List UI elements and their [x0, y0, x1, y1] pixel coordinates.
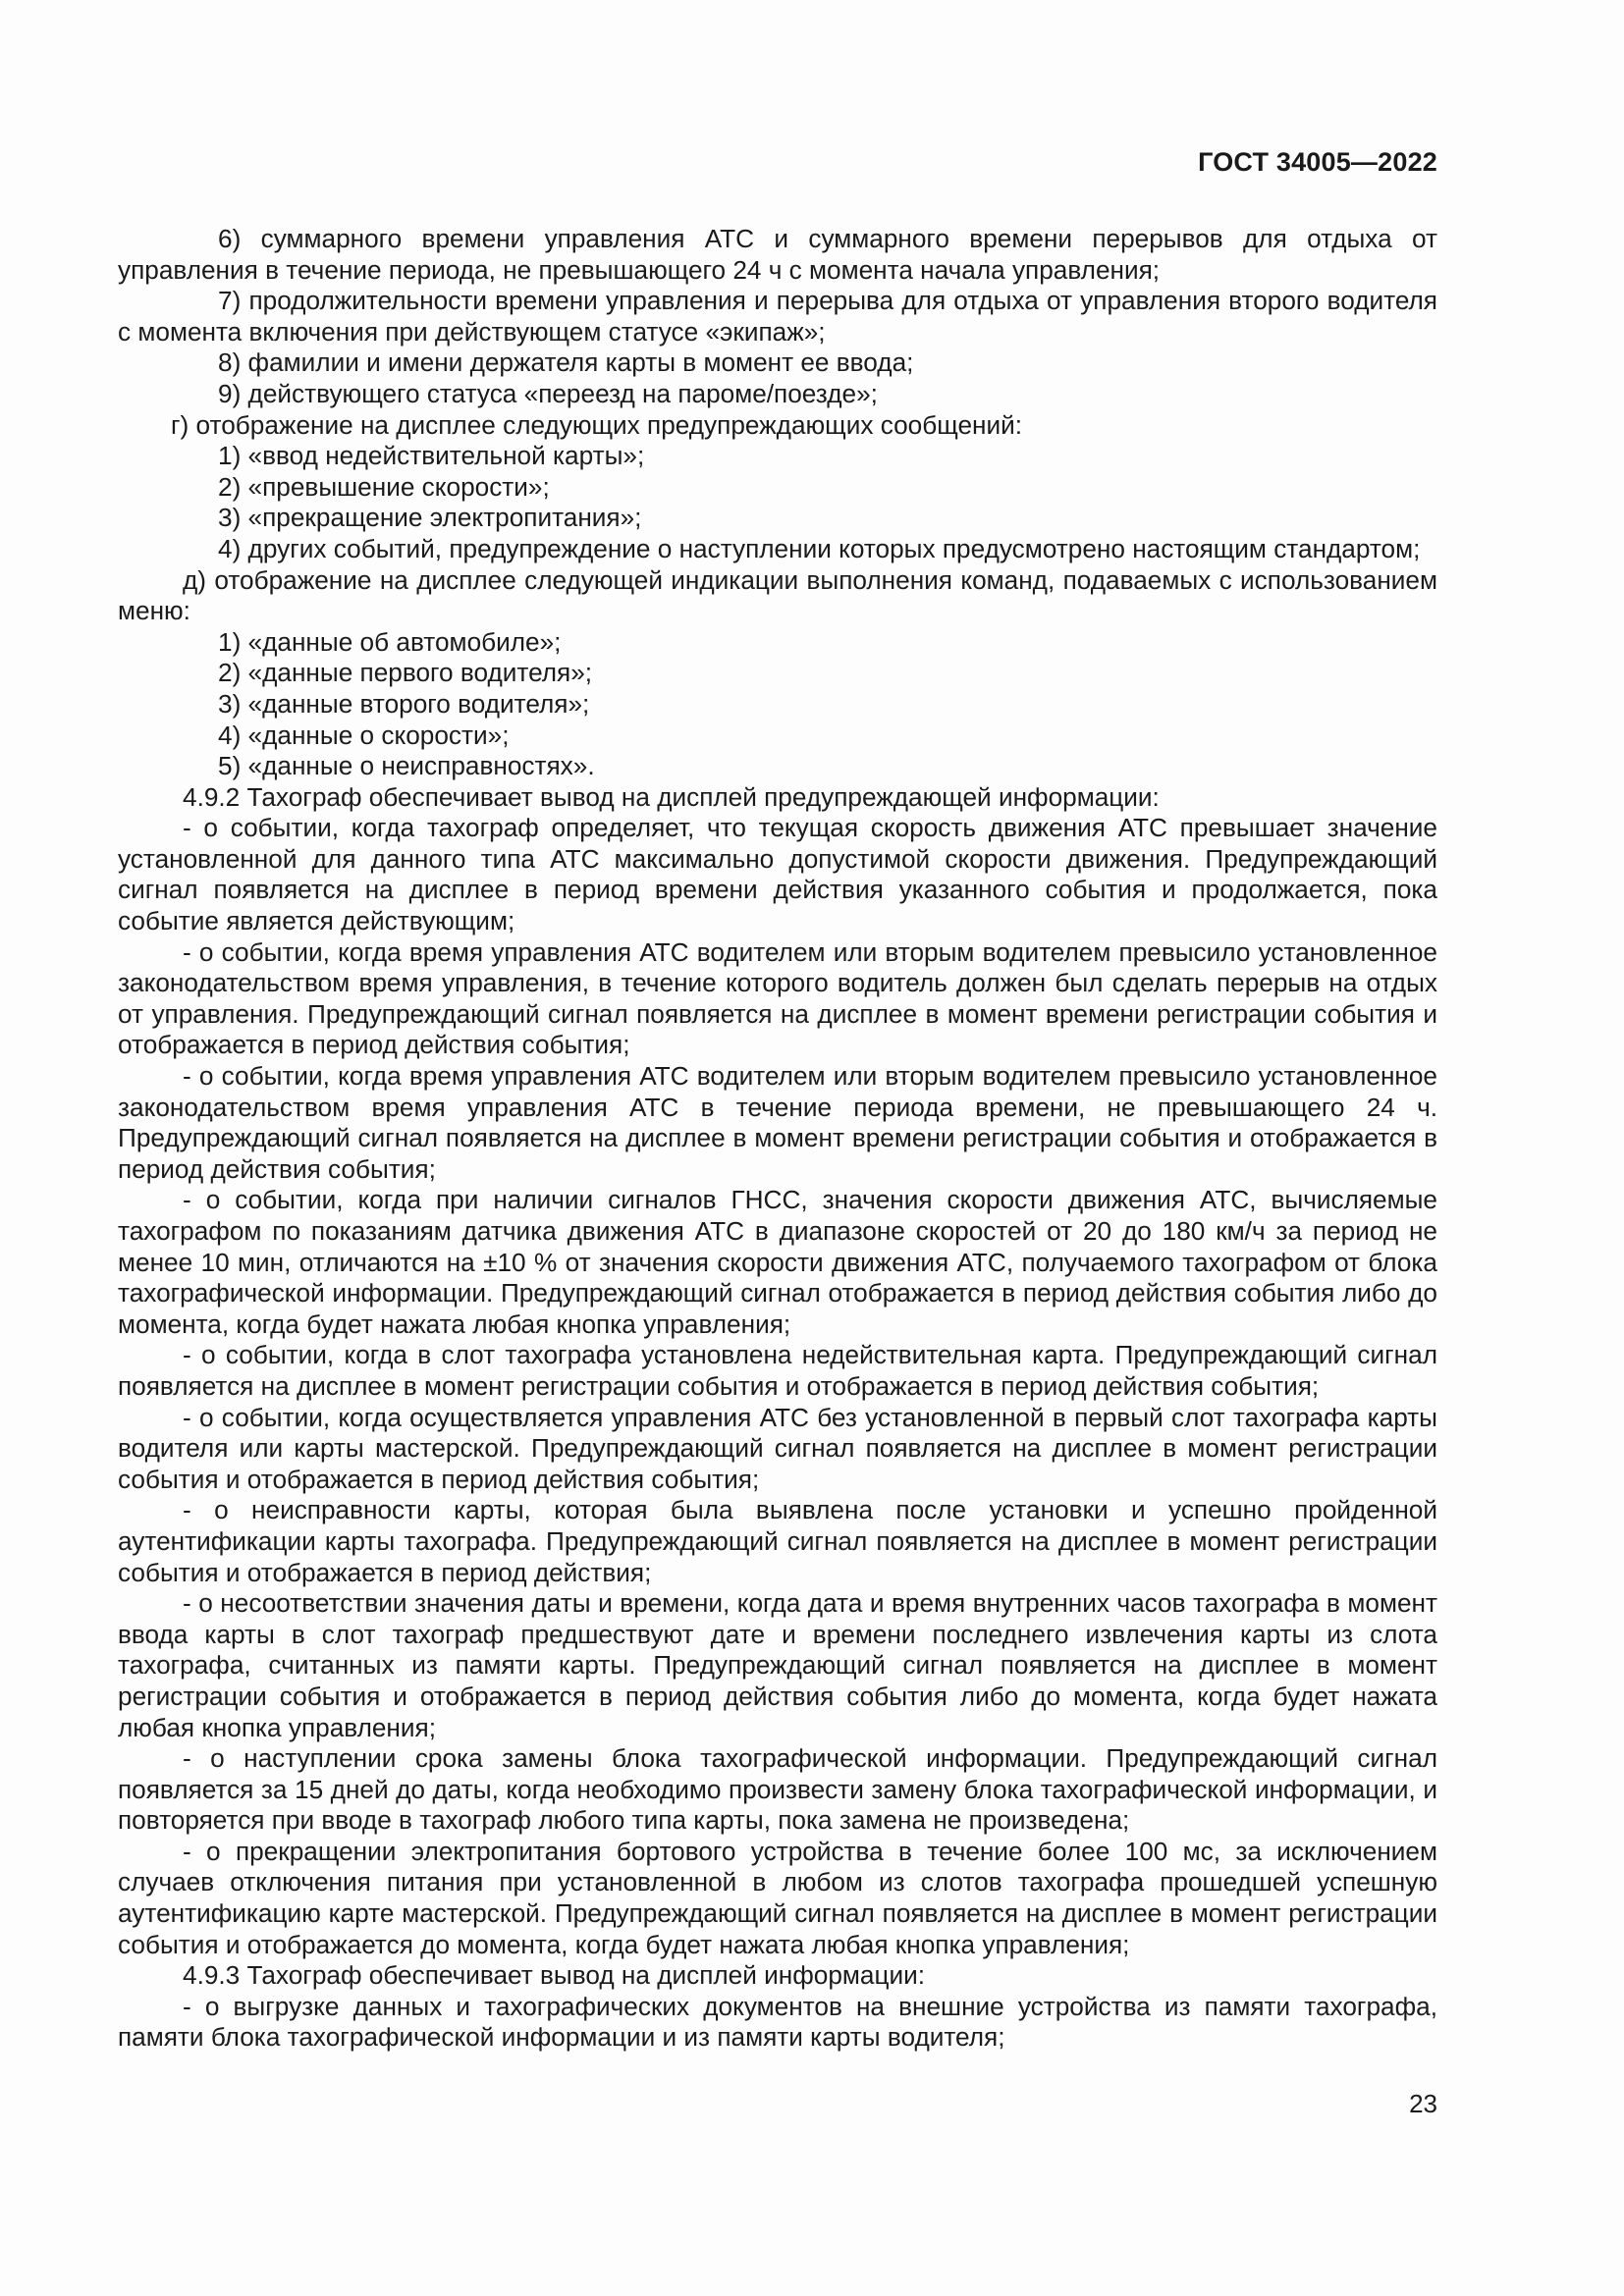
list-item-9: 9) действующего статуса «переезд на пароме/поезде»; — [218, 378, 878, 408]
paragraph-invalid-card: - о событии, когда в слот тахографа установлена недействительная карта. Предупреждающий сигнал появляется на дисплее в момент регистрации события и отображается в период действия события; — [118, 1340, 1437, 1401]
list-item-g-4: 4) других событий, предупреждение о наступлении которых предусмотрено настоящим стандартом; — [218, 533, 1421, 563]
list-item-d-1: 1) «данные об автомобиле»; — [218, 626, 562, 657]
paragraph-power-interruption: - о прекращении электропитания бортового устройства в течение более 100 мс, за исключением случаев отключения питания при установленной в любом из слотов тахографа прошедшей успешную аутентификацию карте мастерской. Предупреждающий сигнал появляется на дисплее в момент регистрации события и отображается до момента, когда будет нажата любая кнопка управления; — [118, 1836, 1437, 1959]
list-item-d-5: 5) «данные о неисправностях». — [218, 751, 595, 781]
list-item-g-3: 3) «прекращение электропитания»; — [218, 503, 642, 533]
list-item-g: г) отображение на дисплее следующих предупреждающих сообщений: — [171, 409, 1023, 440]
list-item-6: 6) суммарного времени управления АТС и суммарного времени перерывов для отдыха от управления в течение периода, не превышающего 24 ч с момента начала управления; — [118, 224, 1437, 285]
list-item-d: д) отображение на дисплее следующей индикации выполнения команд, подаваемых с использованием меню: — [118, 564, 1437, 626]
page-number: 23 — [1409, 2089, 1437, 2118]
list-item-d-3: 3) «данные второго водителя»; — [218, 688, 590, 719]
section-4-9-2: 4.9.2 Тахограф обеспечивает вывод на дисплей предупреждающей информации: — [183, 781, 1160, 812]
document-header: ГОСТ 34005—2022 — [1198, 147, 1437, 177]
list-item-d-2: 2) «данные первого водителя»; — [218, 658, 593, 688]
paragraph-gnss-speed-conflict: - о событии, когда при наличии сигналов ГНСС, значения скорости движения АТС, вычисляемые тахографом по показаниям датчика движения АТС в диапазоне скоростей от 20 до 180 км/ч за период не менее 10 мин, отличаются на ±10 % от значения скорости движения АТС, получаемого тахографом от блока тахографической информации. Предупреждающий сигнал отображается в период действия события либо до момента, когда будет нажата любая кнопка управления; — [118, 1185, 1437, 1339]
list-item-g-2: 2) «превышение скорости»; — [218, 471, 550, 502]
paragraph-speed-exceeded: - о событии, когда тахограф определяет, что текущая скорость движения АТС превышает значение установленной для данного типа АТС максимально допустимой скорости движения. Предупреждающий сигнал появляется на дисплее в период времени действия указанного события и продолжается, пока событие является действующим; — [118, 813, 1437, 936]
paragraph-card-fault: - о неисправности карты, которая была выявлена после установки и успешно пройденной аутентификации карты тахографа. Предупреждающий сигнал появляется на дисплее в момент регистрации события и отображается в период действия; — [118, 1495, 1437, 1587]
paragraph-data-download: - о выгрузке данных и тахографических документов на внешние устройства из памяти тахографа, памяти блока тахографической информации и из памяти карты водителя; — [118, 1991, 1437, 2053]
list-item-d-4: 4) «данные о скорости»; — [218, 720, 510, 750]
paragraph-block-replacement: - о наступлении срока замены блока тахографической информации. Предупреждающий сигнал появляется за 15 дней до даты, когда необходимо произвести замену блока тахографической информации, и повторяется при вводе в тахограф любого типа карты, пока замена не произведена; — [118, 1743, 1437, 1836]
list-item-7: 7) продолжительности времени управления и перерыва для отдыха от управления второго водителя с момента включения при действующем статусе «экипаж»; — [118, 286, 1437, 347]
paragraph-time-mismatch: - о несоответствии значения даты и времени, когда дата и время внутренних часов тахографа в момент ввода карты в слот тахограф предшествуют дате и времени последнего извлечения карты из слота тахографа, считанных из памяти карты. Предупреждающий сигнал появляется на дисплее в момент регистрации события и отображается в период действия события либо до момента, когда будет нажата любая кнопка управления; — [118, 1588, 1437, 1742]
list-item-g-1: 1) «ввод недействительной карты»; — [218, 441, 645, 471]
section-4-9-3: 4.9.3 Тахограф обеспечивает вывод на дисплей информации: — [183, 1960, 925, 1991]
paragraph-driving-time-24h: - о событии, когда время управления АТС водителем или вторым водителем превысило установленное законодательством время управления АТС в течение периода времени, не превышающего 24 ч. Предупреждающий сигнал появляется на дисплее в момент времени регистрации события и отображается в период действия события; — [118, 1061, 1437, 1184]
document-body — [118, 224, 1437, 2054]
paragraph-driving-time-exceeded: - о событии, когда время управления АТС водителем или вторым водителем превысило установленное законодательством время управления, в течение которого водитель должен был сделать перерыв на отдых от управления. Предупреждающий сигнал появляется на дисплее в момент времени регистрации события и отображается в период действия события; — [118, 936, 1437, 1060]
list-item-8: 8) фамилии и имени держателя карты в момент ее ввода; — [218, 347, 914, 378]
paragraph-driving-without-card: - о событии, когда осуществляется управления АТС без установленной в первый слот тахографа карты водителя или карты мастерской. Предупреждающий сигнал появляется на дисплее в момент регистрации события и отображается в период действия события; — [118, 1402, 1437, 1494]
